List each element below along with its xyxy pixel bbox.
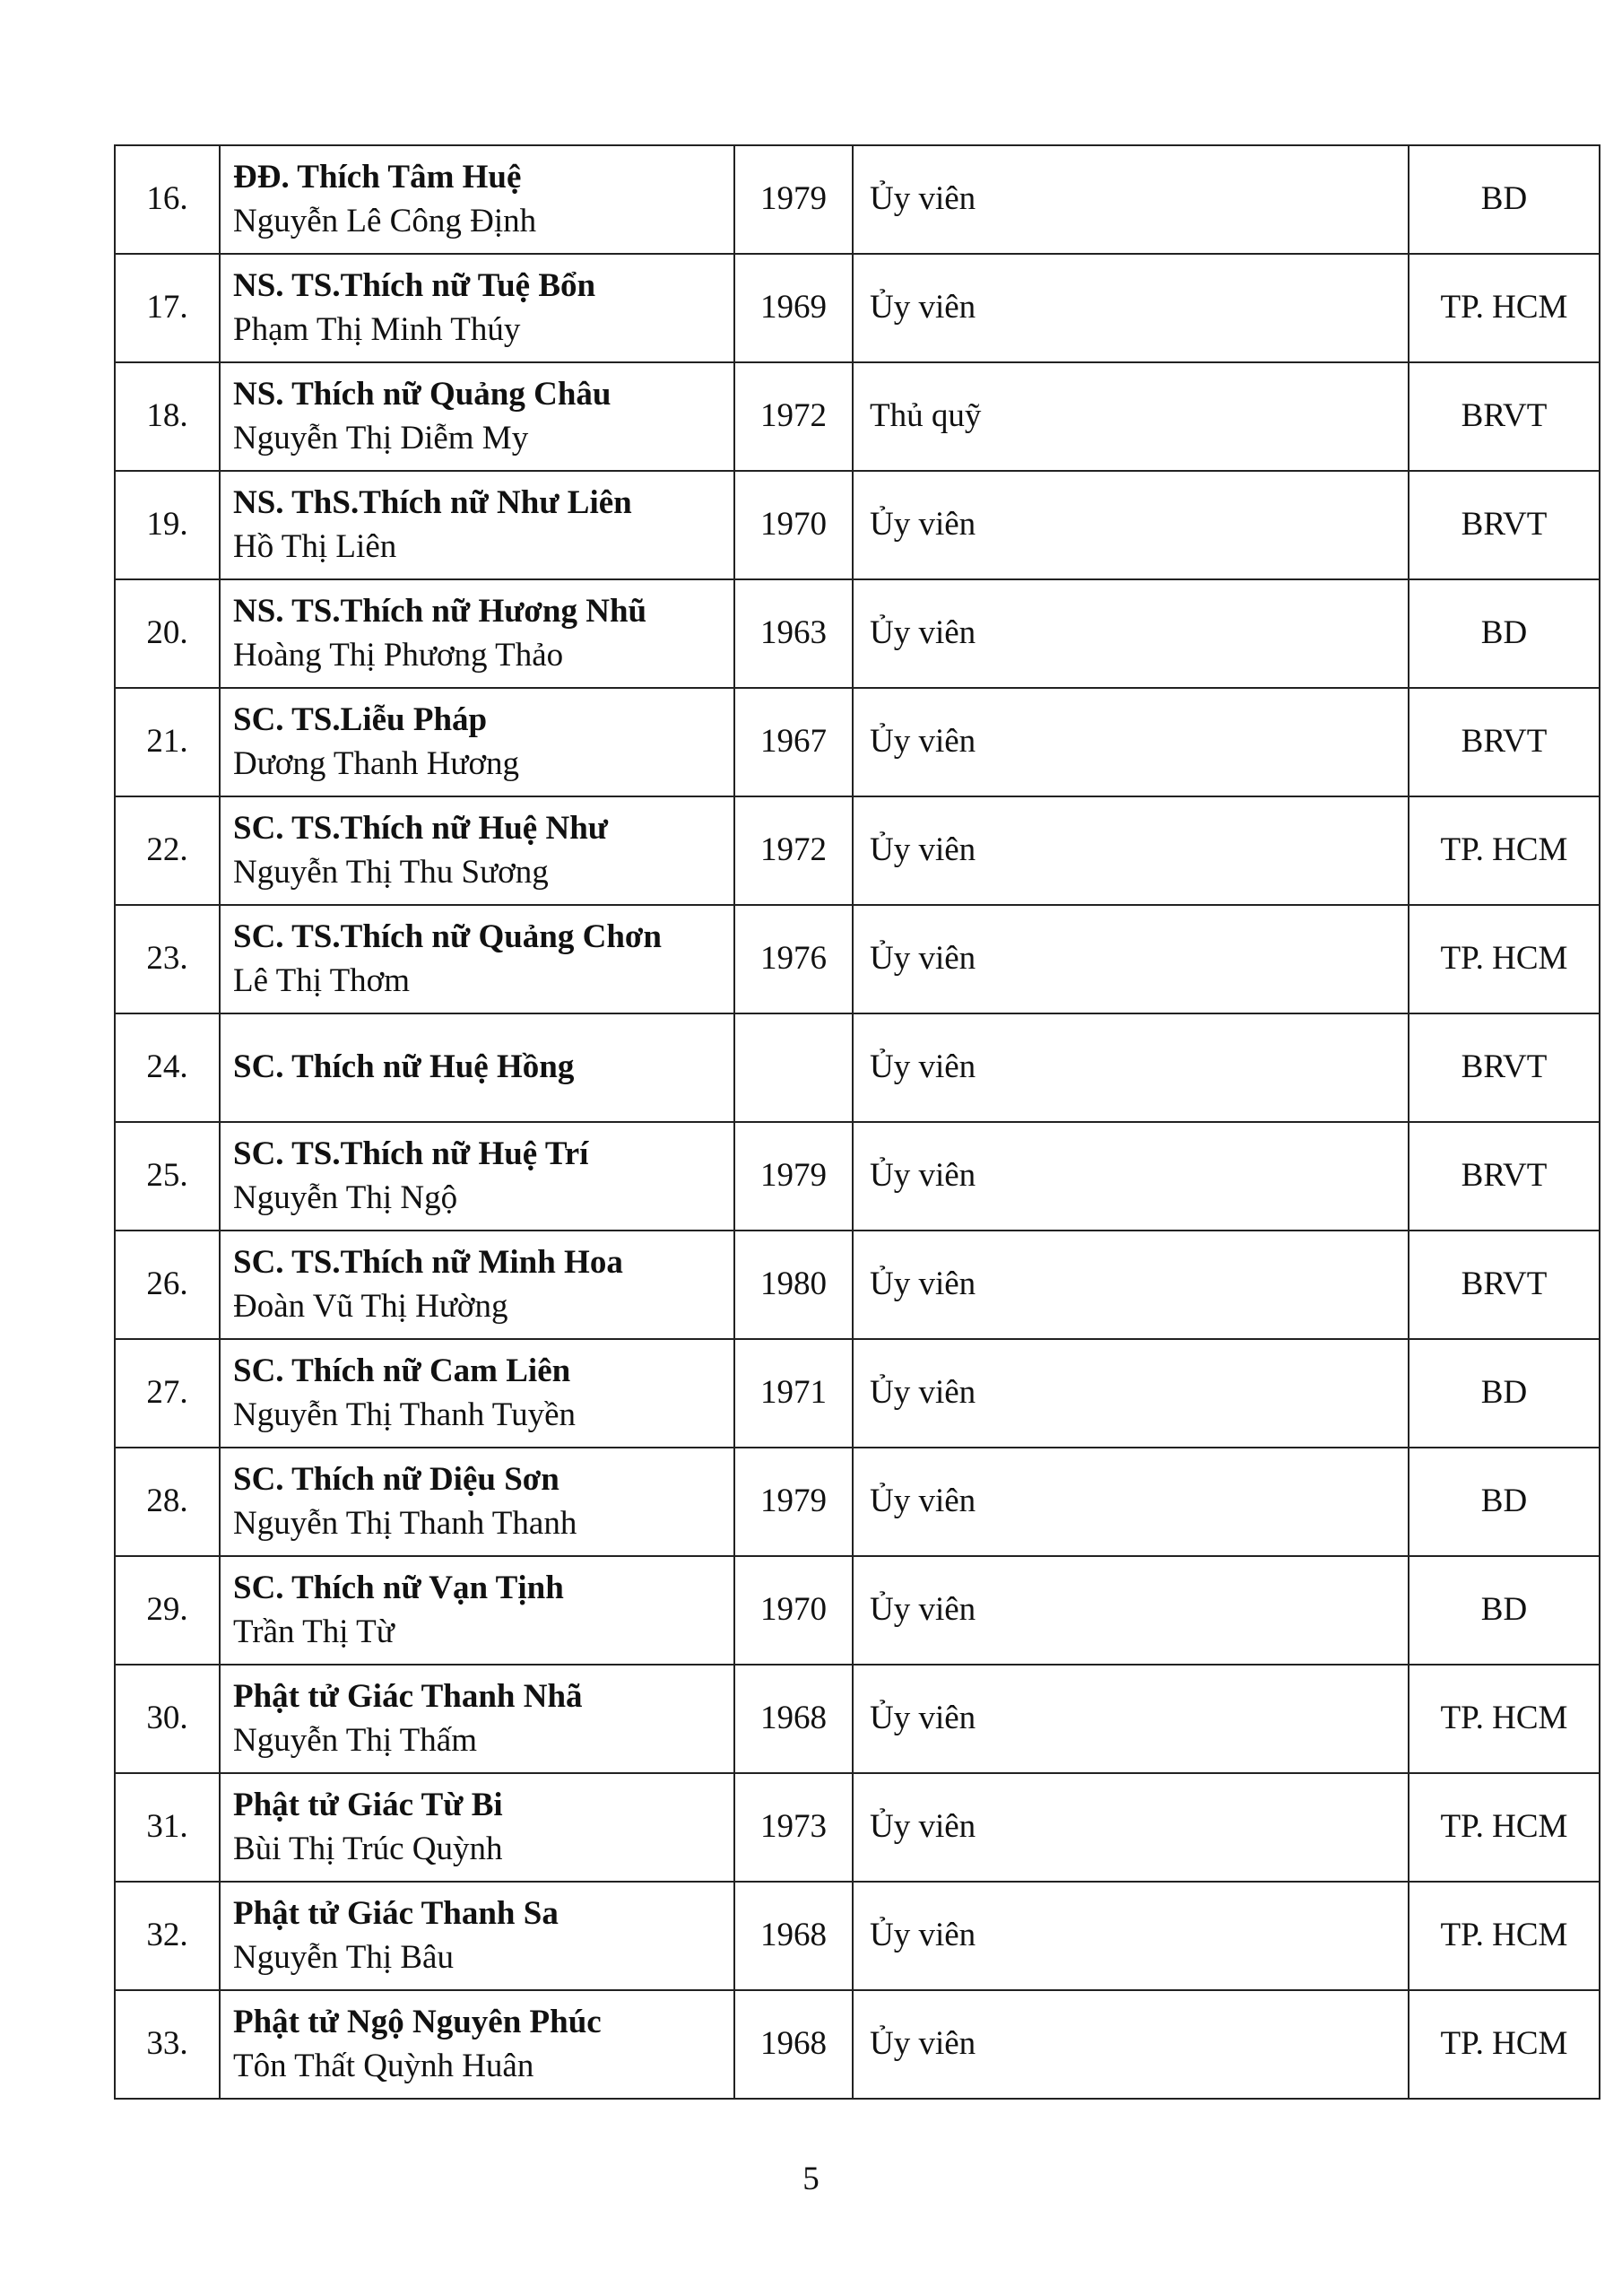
row-number: 30.	[115, 1665, 220, 1773]
member-name-cell	[220, 1339, 734, 1448]
member-lay-name: Phạm Thị Minh Thúy	[233, 310, 521, 348]
table-row	[115, 1448, 1600, 1556]
member-role: Ủy viên	[853, 1231, 1409, 1339]
members-table-body	[115, 145, 1600, 2099]
table-row	[115, 362, 1600, 471]
birth-year: 1968	[734, 1990, 853, 2099]
member-role: Ủy viên	[853, 471, 1409, 579]
row-number: 22.	[115, 796, 220, 905]
row-number: 28.	[115, 1448, 220, 1556]
row-number: 31.	[115, 1773, 220, 1882]
member-lay-name: Nguyễn Thị Thanh Tuyền	[233, 1396, 577, 1433]
birth-year: 1980	[734, 1231, 853, 1339]
member-lay-name: Lê Thị Thơm	[233, 961, 411, 999]
member-location: BRVT	[1409, 1013, 1600, 1122]
member-location: TP. HCM	[1409, 1882, 1600, 1990]
row-number: 17.	[115, 254, 220, 362]
member-location: BD	[1409, 1448, 1600, 1556]
member-dharma-name: SC. Thích nữ Cam Liên	[233, 1352, 571, 1390]
member-lay-name: Nguyễn Thị Thanh Thanh	[233, 1504, 577, 1542]
member-dharma-name: Phật tử Giác Thanh Sa	[233, 1895, 559, 1933]
birth-year: 1967	[734, 688, 853, 796]
birth-year: 1972	[734, 796, 853, 905]
member-name-cell	[220, 1556, 734, 1665]
member-dharma-name: NS. Thích nữ Quảng Châu	[233, 376, 612, 413]
birth-year: 1972	[734, 362, 853, 471]
table-row	[115, 1339, 1600, 1448]
member-role: Ủy viên	[853, 905, 1409, 1013]
member-lay-name: Nguyễn Thị Thu Sương	[233, 853, 549, 891]
row-number: 26.	[115, 1231, 220, 1339]
member-lay-name: Hoàng Thị Phương Thảo	[233, 636, 564, 674]
row-number: 25.	[115, 1122, 220, 1231]
member-location: TP. HCM	[1409, 796, 1600, 905]
table-row	[115, 471, 1600, 579]
member-lay-name: Đoàn Vũ Thị Hường	[233, 1287, 508, 1325]
member-name-cell	[220, 1448, 734, 1556]
member-dharma-name: NS. TS.Thích nữ Tuệ Bổn	[233, 267, 596, 305]
table-row	[115, 1990, 1600, 2099]
member-dharma-name: Phật tử Giác Thanh Nhã	[233, 1678, 583, 1716]
member-dharma-name: SC. Thích nữ Diệu Sơn	[233, 1461, 559, 1499]
birth-year: 1968	[734, 1665, 853, 1773]
member-role: Ủy viên	[853, 1556, 1409, 1665]
table-row	[115, 1882, 1600, 1990]
member-name-cell	[220, 254, 734, 362]
table-row	[115, 905, 1600, 1013]
birth-year: 1976	[734, 905, 853, 1013]
member-name-cell	[220, 1882, 734, 1990]
member-location: TP. HCM	[1409, 1773, 1600, 1882]
birth-year: 1970	[734, 1556, 853, 1665]
member-dharma-name: SC. TS.Thích nữ Huệ Trí	[233, 1135, 589, 1173]
member-lay-name: Tôn Thất Quỳnh Huân	[233, 2047, 534, 2084]
birth-year: 1963	[734, 579, 853, 688]
member-name-cell	[220, 905, 734, 1013]
member-name-cell	[220, 1013, 734, 1122]
row-number: 33.	[115, 1990, 220, 2099]
birth-year: 1971	[734, 1339, 853, 1448]
member-name-cell	[220, 688, 734, 796]
member-location: BD	[1409, 145, 1600, 254]
birth-year: 1973	[734, 1773, 853, 1882]
member-location: BD	[1409, 1556, 1600, 1665]
member-dharma-name: SC. Thích nữ Huệ Hồng	[233, 1048, 575, 1086]
table-row	[115, 579, 1600, 688]
member-name-cell	[220, 145, 734, 254]
member-lay-name: Dương Thanh Hương	[233, 744, 520, 782]
birth-year	[734, 1013, 853, 1122]
member-lay-name: Hồ Thị Liên	[233, 527, 397, 565]
member-lay-name: Nguyễn Thị Bâu	[233, 1938, 454, 1976]
table-row	[115, 688, 1600, 796]
member-location: BD	[1409, 579, 1600, 688]
member-role: Ủy viên	[853, 688, 1409, 796]
birth-year: 1979	[734, 1122, 853, 1231]
table-row	[115, 145, 1600, 254]
member-role: Ủy viên	[853, 254, 1409, 362]
row-number: 24.	[115, 1013, 220, 1122]
members-table	[114, 144, 1600, 2100]
row-number: 23.	[115, 905, 220, 1013]
member-role: Ủy viên	[853, 1122, 1409, 1231]
table-row	[115, 1231, 1600, 1339]
member-location: BRVT	[1409, 471, 1600, 579]
member-dharma-name: SC. TS.Thích nữ Huệ Như	[233, 810, 608, 848]
member-location: BRVT	[1409, 1231, 1600, 1339]
member-name-cell	[220, 796, 734, 905]
member-lay-name: Nguyễn Lê Công Định	[233, 202, 537, 239]
member-role: Ủy viên	[853, 579, 1409, 688]
member-role: Ủy viên	[853, 796, 1409, 905]
member-location: TP. HCM	[1409, 1665, 1600, 1773]
member-dharma-name: SC. TS.Thích nữ Minh Hoa	[233, 1244, 623, 1282]
member-name-cell	[220, 471, 734, 579]
member-role: Ủy viên	[853, 1013, 1409, 1122]
member-lay-name: Nguyễn Thị Thấm	[233, 1721, 477, 1759]
birth-year: 1979	[734, 1448, 853, 1556]
member-location: BRVT	[1409, 1122, 1600, 1231]
table-row	[115, 1773, 1600, 1882]
member-location: BRVT	[1409, 688, 1600, 796]
birth-year: 1970	[734, 471, 853, 579]
table-row	[115, 1556, 1600, 1665]
member-lay-name: Nguyễn Thị Diễm My	[233, 419, 529, 457]
member-lay-name: Trần Thị Từ	[233, 1613, 395, 1650]
member-dharma-name: Phật tử Ngộ Nguyên Phúc	[233, 2004, 602, 2041]
member-dharma-name: NS. TS.Thích nữ Hương Nhũ	[233, 593, 647, 631]
birth-year: 1969	[734, 254, 853, 362]
member-dharma-name: SC. TS.Liễu Pháp	[233, 701, 488, 739]
member-role: Ủy viên	[853, 1990, 1409, 2099]
member-location: BRVT	[1409, 362, 1600, 471]
member-dharma-name: Phật tử Giác Từ Bi	[233, 1787, 503, 1824]
row-number: 27.	[115, 1339, 220, 1448]
member-location: TP. HCM	[1409, 1990, 1600, 2099]
member-name-cell	[220, 1773, 734, 1882]
member-role: Ủy viên	[853, 1665, 1409, 1773]
table-row	[115, 796, 1600, 905]
row-number: 21.	[115, 688, 220, 796]
table-row	[115, 1122, 1600, 1231]
birth-year: 1968	[734, 1882, 853, 1990]
member-location: TP. HCM	[1409, 905, 1600, 1013]
table-row	[115, 1665, 1600, 1773]
member-dharma-name: ĐĐ. Thích Tâm Huệ	[233, 159, 522, 196]
row-number: 20.	[115, 579, 220, 688]
member-dharma-name: SC. TS.Thích nữ Quảng Chơn	[233, 918, 663, 956]
member-role: Ủy viên	[853, 1773, 1409, 1882]
row-number: 19.	[115, 471, 220, 579]
member-role: Thủ quỹ	[853, 362, 1409, 471]
member-name-cell	[220, 1990, 734, 2099]
member-dharma-name: NS. ThS.Thích nữ Như Liên	[233, 484, 632, 522]
page-number: 5	[802, 2161, 820, 2197]
member-role: Ủy viên	[853, 1448, 1409, 1556]
member-role: Ủy viên	[853, 145, 1409, 254]
table-row	[115, 1013, 1600, 1122]
table-row	[115, 254, 1600, 362]
member-role: Ủy viên	[853, 1882, 1409, 1990]
member-location: BD	[1409, 1339, 1600, 1448]
member-dharma-name: SC. Thích nữ Vạn Tịnh	[233, 1570, 564, 1607]
row-number: 18.	[115, 362, 220, 471]
member-name-cell	[220, 1122, 734, 1231]
member-lay-name: Nguyễn Thị Ngộ	[233, 1178, 458, 1216]
member-lay-name: Bùi Thị Trúc Quỳnh	[233, 1830, 503, 1867]
member-name-cell	[220, 362, 734, 471]
row-number: 16.	[115, 145, 220, 254]
member-role: Ủy viên	[853, 1339, 1409, 1448]
row-number: 32.	[115, 1882, 220, 1990]
member-name-cell	[220, 1231, 734, 1339]
birth-year: 1979	[734, 145, 853, 254]
row-number: 29.	[115, 1556, 220, 1665]
member-name-cell	[220, 579, 734, 688]
member-location: TP. HCM	[1409, 254, 1600, 362]
member-name-cell	[220, 1665, 734, 1773]
